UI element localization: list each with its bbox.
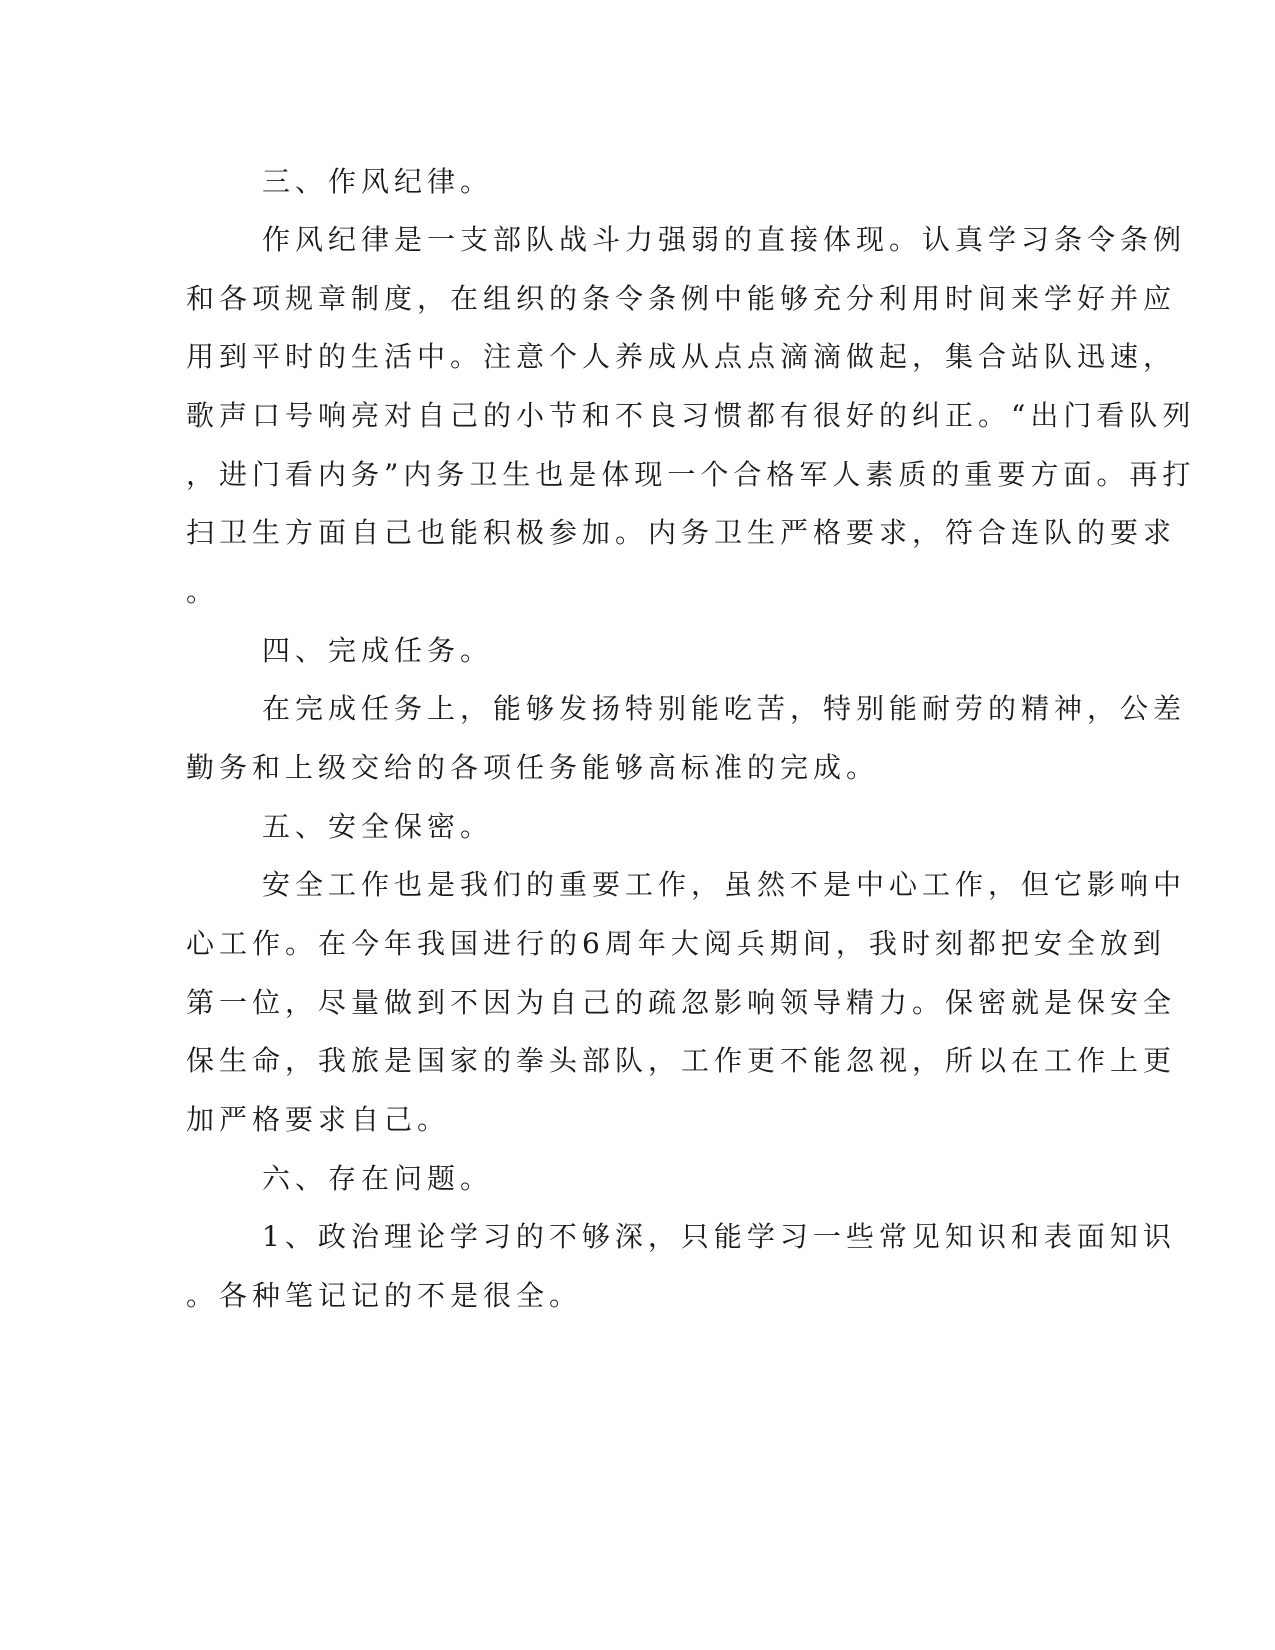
paragraph-line: 扫卫生方面自己也能积极参加。内务卫生严格要求，符合连队的要求 (186, 516, 1177, 549)
paragraph-line: 保生命，我旅是国家的拳头部队，工作更不能忽视，所以在工作上更 (186, 1044, 1177, 1077)
paragraph-line: 安全工作也是我们的重要工作，虽然不是中心工作，但它影响中 (262, 868, 1187, 901)
paragraph-line: 歌声口号响亮对自己的小节和不良习惯都有很好的纠正。“出门看队列 (186, 399, 1196, 432)
section-heading-tasks: 四、完成任务。 (262, 634, 494, 667)
paragraph-line: ，进门看内务”内务卫生也是体现一个合格军人素质的重要方面。再打 (186, 458, 1196, 491)
paragraph-line: 心工作。在今年我国进行的6周年大阅兵期间，我时刻都把安全放到 (186, 927, 1166, 960)
section-heading-problems: 六、存在问题。 (262, 1162, 494, 1195)
paragraph-line: 在完成任务上，能够发扬特别能吃苦，特别能耐劳的精神，公差 (262, 692, 1187, 725)
paragraph-line: 和各项规章制度，在组织的条令条例中能够充分利用时间来学好并应 (186, 282, 1177, 315)
paragraph-line: 勤务和上级交给的各项任务能够高标准的完成。 (186, 751, 880, 784)
paragraph-line: 用到平时的生活中。注意个人养成从点点滴滴做起，集合站队迅速， (186, 340, 1177, 373)
section-heading-security: 五、安全保密。 (262, 810, 494, 843)
paragraph-line: 。 (186, 575, 220, 608)
paragraph-line: 1、政治理论学习的不够深，只能学习一些常见知识和表面知识 (262, 1220, 1176, 1253)
paragraph-line: 第一位，尽量做到不因为自己的疏忽影响领导精力。保密就是保安全 (186, 986, 1177, 1019)
paragraph-line: 作风纪律是一支部队战斗力强弱的直接体现。认真学习条令条例 (262, 223, 1187, 256)
section-heading-discipline: 三、作风纪律。 (262, 165, 494, 198)
paragraph-line: 。各种笔记记的不是很全。 (186, 1279, 583, 1312)
paragraph-line: 加严格要求自己。 (186, 1103, 451, 1136)
